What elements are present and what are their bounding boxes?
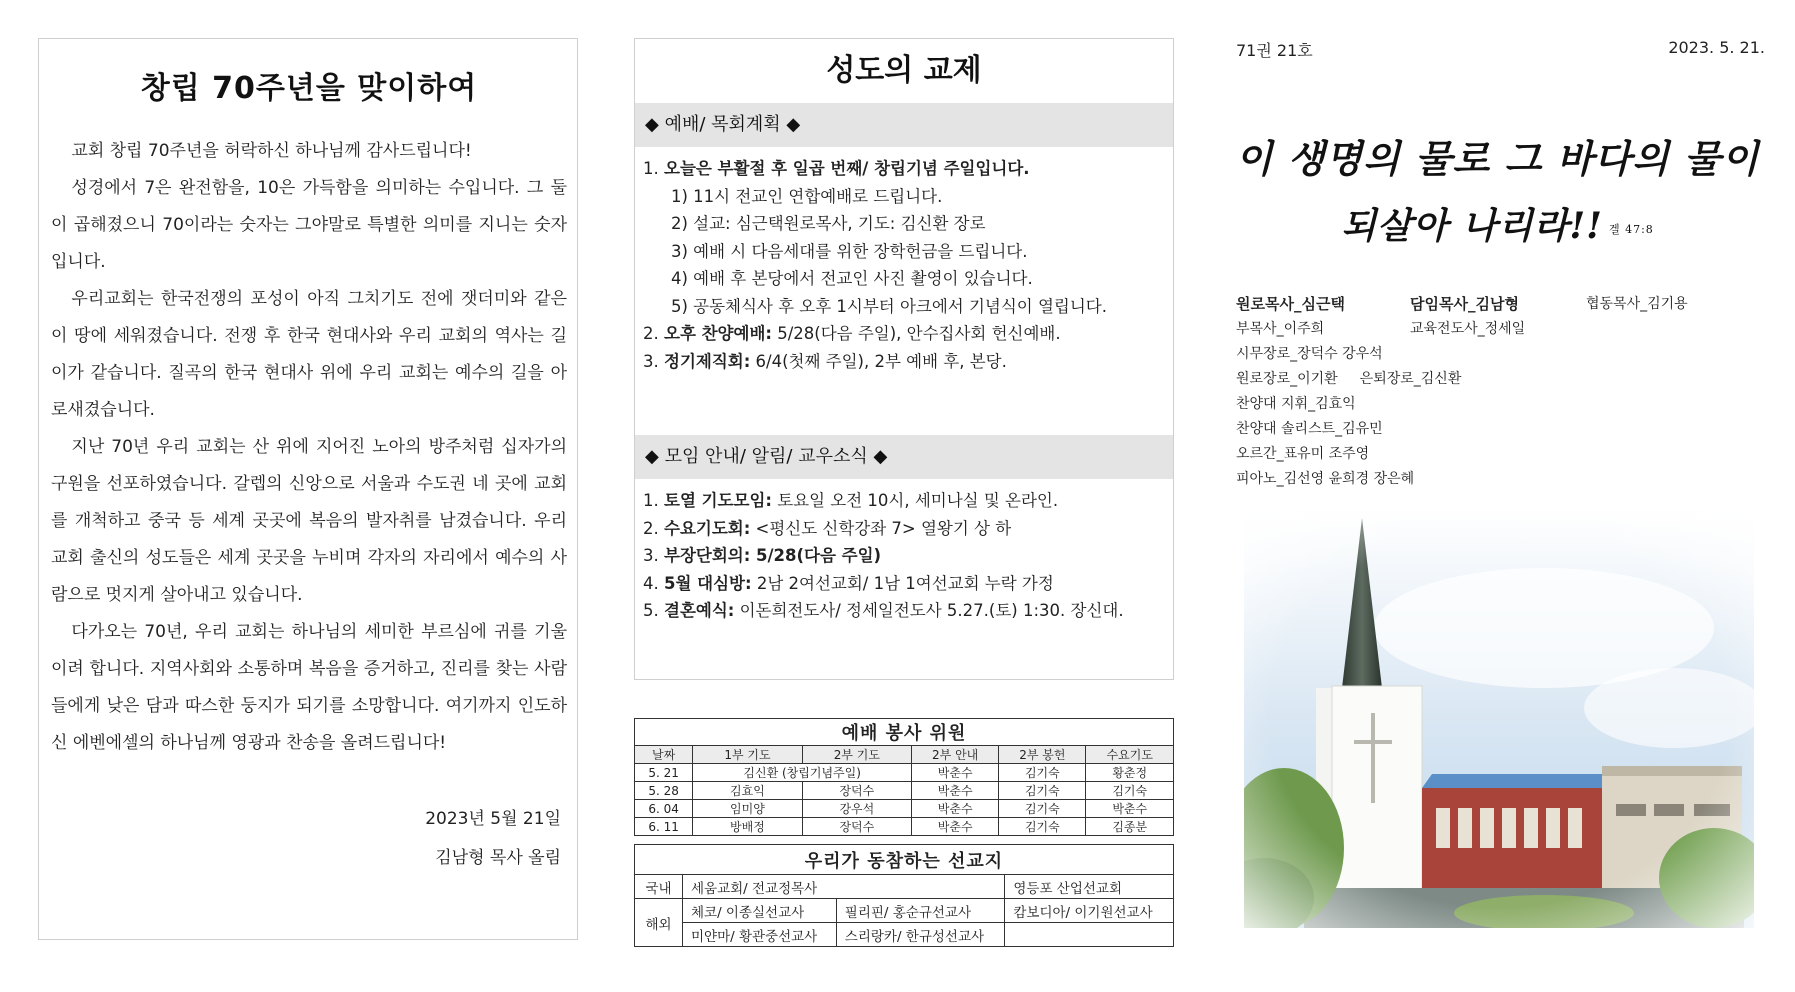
item-text: 6/4(첫째 주일), 2부 예배 후, 본당. <box>750 351 1007 371</box>
item-number: 2. <box>643 518 659 538</box>
staff-assistant: 부목사_이주희 <box>1236 321 1325 337</box>
item-label: 수요기도회: <box>664 518 751 538</box>
table-row <box>635 782 1174 800</box>
verse-line-2-text: 되살아 나리라!! <box>1341 205 1603 247</box>
item-text: <평신도 신학강좌 7> 열왕기 상 하 <box>750 518 1012 538</box>
staff-piano: 피아노_김선영 윤희경 장은혜 <box>1236 471 1415 487</box>
verse-line-2 <box>1230 198 1765 249</box>
item-text: 이돈희전도사/ 정세일전도사 5.27.(토) 1:30. 장신대. <box>734 601 1124 620</box>
item-number: 1. <box>643 491 659 510</box>
list-subitem: 5) 공동체식사 후 오후 1시부터 아크에서 기념식이 열립니다. <box>671 296 1107 316</box>
column-header: 수요기도 <box>1086 746 1174 764</box>
table-cell: 장덕수 <box>802 818 911 836</box>
list-item <box>643 487 1167 515</box>
letter-title: 창립 70주년을 맞이하여 <box>140 71 478 106</box>
table-cell: 필리핀/ 홍순규선교사 <box>836 899 1005 923</box>
news-title: 성도의 교제 <box>826 53 982 88</box>
item-label: 오늘은 부활절 후 일곱 번째/ 창립기념 주일입니다. <box>664 159 1030 178</box>
table-cell: 캄보디아/ 이기원선교사 <box>1005 899 1174 923</box>
item-number: 3. <box>643 546 659 565</box>
fellowship-news <box>634 38 1174 680</box>
letter-paragraph: 우리교회는 한국전쟁의 포성이 아직 그치기도 전에 잿더미와 같은 이 땅에 세워졌습니다. 전쟁 후 한국 현대사와 우리 교회의 역사는 길이가 같습니다. 질곡의 한국 현대사 위에 우리 교회는 예수의 길을 아로새겼습니다. <box>51 289 567 420</box>
item-text: 토요일 오전 10시, 세미나실 및 온라인. <box>771 491 1059 510</box>
table-cell: 미얀마/ 황관중선교사 <box>683 923 837 947</box>
table-cell: 김효익 <box>693 782 802 800</box>
list-subitem: 4) 예배 후 본당에서 전교인 사진 촬영이 있습니다. <box>671 269 1033 288</box>
table-cell: 박춘수 <box>1086 800 1174 818</box>
verse-reference: 겔 47:8 <box>1608 223 1654 236</box>
letter-paragraph: 교회 창립 70주년을 허락하신 하나님께 감사드립니다! <box>71 141 472 161</box>
table-cell: 5. 21 <box>635 764 693 782</box>
table-cell: 김기숙 <box>999 782 1086 800</box>
table-header-row <box>635 746 1174 764</box>
notice-list <box>635 479 1173 625</box>
table-row <box>635 764 1174 782</box>
item-number: 4. <box>643 573 659 593</box>
table-row <box>635 923 1174 947</box>
list-item <box>643 348 1167 376</box>
table-cell: 해외 <box>635 899 683 947</box>
list-item <box>643 542 1167 570</box>
table-row <box>635 818 1174 836</box>
table-cell: 장덕수 <box>802 782 911 800</box>
table-cell: 세움교회/ 전교정목사 <box>683 875 1005 899</box>
item-number: 5. <box>643 601 659 620</box>
list-item <box>643 597 1167 625</box>
table-cell: 6. 04 <box>635 800 693 818</box>
item-label: 부장단회의: 5/28(다음 주일) <box>664 546 882 565</box>
staff-senior-pastor: 담임목사_김남형 <box>1410 295 1519 313</box>
volume-number: 71권 21호 <box>1236 41 1313 60</box>
issue-date: 2023. 5. 21. <box>1668 38 1765 57</box>
table-cell: 방배정 <box>693 818 802 836</box>
item-text: 5/28(다음 주일), 안수집사회 헌신예배. <box>771 324 1061 343</box>
table-cell: 강우석 <box>802 800 911 818</box>
letter-author: 김남형 목사 올림 <box>435 848 561 868</box>
item-number: 2. <box>643 324 659 343</box>
item-number: 3. <box>643 351 659 371</box>
table-row <box>635 875 1174 899</box>
church-building-image <box>1244 508 1754 928</box>
staff-education: 교육전도사_정세일 <box>1410 321 1526 337</box>
notice-section-header: ◆ 모임 안내/ 알림/ 교우소식 ◆ <box>635 435 1173 479</box>
item-label: 결혼예식: <box>664 601 735 620</box>
table-title: 우리가 동참하는 선교지 <box>635 845 1174 875</box>
column-header: 날짜 <box>635 746 693 764</box>
table-cell: 체코/ 이종실선교사 <box>683 899 837 923</box>
list-item <box>643 570 1167 598</box>
item-label: 오후 찬양예배: <box>664 324 772 343</box>
list-subitem: 2) 설교: 심근택원로목사, 기도: 김신환 장로 <box>671 214 986 233</box>
table-row <box>635 800 1174 818</box>
table-cell: 김신환 (창립기념주일) <box>693 764 912 782</box>
verse-line-1: 이 생명의 물로 그 바다의 물이 <box>1235 136 1760 181</box>
list-subitem: 1) 11시 전교인 연합예배로 드립니다. <box>671 186 943 206</box>
mission-fields-table <box>634 844 1174 947</box>
staff-organ: 오르간_표유미 조주영 <box>1236 446 1370 462</box>
table-cell: 5. 28 <box>635 782 693 800</box>
table-cell: 김기숙 <box>999 800 1086 818</box>
table-cell: 김종분 <box>1086 818 1174 836</box>
staff-senior-emeritus: 원로목사_심근택 <box>1236 295 1345 313</box>
letter-paragraph: 성경에서 7은 완전함을, 10은 가득함을 의미하는 수입니다. 그 둘이 곱해졌으니 70이라는 숫자는 그야말로 특별한 의미를 지니는 숫자입니다. <box>51 178 567 272</box>
table-cell: 국내 <box>635 875 683 899</box>
bulletin-cover <box>1230 38 1765 940</box>
table-cell: 박춘수 <box>912 782 999 800</box>
list-item <box>643 320 1167 348</box>
list-item <box>643 155 1167 183</box>
table-cell: 영등포 산업선교회 <box>1005 875 1174 899</box>
item-label: 토열 기도모임: <box>664 491 772 510</box>
list-subitem: 3) 예배 시 다음세대를 위한 장학헌금을 드립니다. <box>671 241 1028 261</box>
table-cell: 6. 11 <box>635 818 693 836</box>
item-text: 2남 2여선교회/ 1남 1여선교회 누락 가정 <box>751 573 1054 593</box>
staff-choir-director: 찬양대 지휘_김효익 <box>1236 396 1356 412</box>
table-cell: 박춘수 <box>912 818 999 836</box>
staff-list <box>1236 292 1756 492</box>
column-header: 2부 봉헌 <box>999 746 1086 764</box>
table-cell: 스리랑카/ 한규성선교사 <box>836 923 1005 947</box>
letter-date: 2023년 5월 21일 <box>425 809 561 829</box>
service-volunteers-table <box>634 718 1174 836</box>
table-cell: 박춘수 <box>912 800 999 818</box>
staff-elders: 시무장로_장덕수 강우석 <box>1236 346 1383 362</box>
column-header: 2부 기도 <box>802 746 911 764</box>
table-cell: 김기숙 <box>999 764 1086 782</box>
column-header: 2부 안내 <box>912 746 999 764</box>
schedule-list <box>635 147 1173 435</box>
table-cell: 황춘정 <box>1086 764 1174 782</box>
item-label: 정기제직회: <box>664 351 751 371</box>
letter-paragraph: 지난 70년 우리 교회는 산 위에 지어진 노아의 방주처럼 십자가의 구원을 선포하였습니다. 갈렙의 신앙으로 서울과 수도권 네 곳에 교회를 개척하고 중국 등 세계 곳곳에 복음의 발자취를 남겼습니다. 우리 교회 출신의 성도들은 세계 곳곳을 누비며 각자의 자리에서 예수의 사람으로 멋지게 살아내고 있습니다. <box>51 437 567 605</box>
staff-choir-soloist: 찬양대 솔리스트_김유민 <box>1236 421 1383 437</box>
schedule-section-header: ◆ 예배/ 목회계획 ◆ <box>635 103 1173 147</box>
table-row <box>635 899 1174 923</box>
table-cell: 김기숙 <box>1086 782 1174 800</box>
table-cell: 박춘수 <box>912 764 999 782</box>
table-cell: 임미양 <box>693 800 802 818</box>
staff-emeritus-elder: 원로장로_이기환 <box>1236 371 1338 387</box>
list-item <box>643 515 1167 543</box>
table-title: 예배 봉사 위원 <box>635 719 1174 746</box>
table-cell <box>1005 923 1174 947</box>
letter-paragraph: 다가오는 70년, 우리 교회는 하나님의 세미한 부르심에 귀를 기울이려 합니다. 지역사회와 소통하며 복음을 증거하고, 진리를 찾는 사람들에게 낮은 담과 따스한 둥지가 되기를 소망합니다. 여기까지 인도하신 에벤에셀의 하나님께 영광과 찬송을 올려드립니다! <box>51 622 567 753</box>
table-cell: 김기숙 <box>999 818 1086 836</box>
item-number: 1. <box>643 159 659 178</box>
column-header: 1부 기도 <box>693 746 802 764</box>
staff-associate: 협동목사_김기용 <box>1586 296 1688 312</box>
item-label: 5월 대심방: <box>664 573 752 593</box>
staff-retired-elder: 은퇴장로_김신환 <box>1359 371 1462 387</box>
anniversary-letter <box>38 38 578 940</box>
